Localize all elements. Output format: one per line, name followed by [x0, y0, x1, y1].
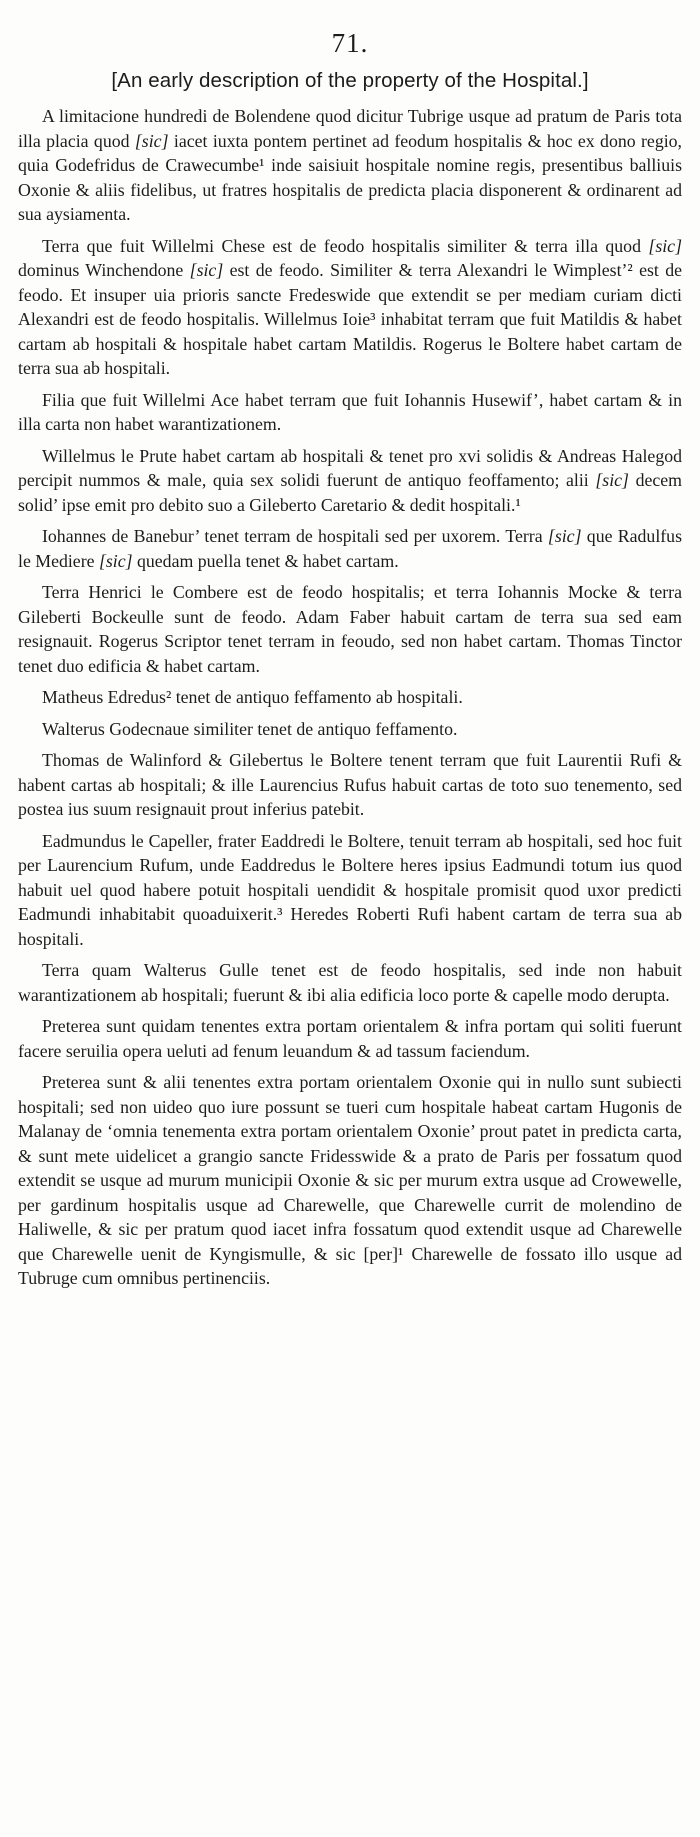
- paragraph: [18, 717, 682, 742]
- paragraph-text: Iohannes de Banebur’ tenet terram de hospitali sed per uxorem. Terra: [42, 526, 548, 546]
- paragraph-text: Terra que fuit Willelmi Chese est de feodo hospitalis similiter & terra illa quod: [42, 235, 649, 256]
- paragraph-text: Terra quam Walterus Gulle tenet est de feodo hospitalis, sed inde non habuit warantizationem ab hospitali; fuerunt & ibi alia edificia loco porte & capelle modo derupta.: [18, 960, 682, 1005]
- paragraph: [18, 958, 682, 1007]
- paragraph-text: decem solid’ ipse emit pro debito suo a Gileberto Caretario & dedit hospitali.¹: [18, 470, 682, 515]
- paragraph: [18, 1070, 682, 1291]
- sic-annotation: [sic]: [595, 470, 629, 490]
- paragraph-text: quedam puella tenet & habet cartam.: [132, 550, 399, 571]
- paragraph: [18, 234, 682, 381]
- paragraph: [18, 829, 682, 952]
- paragraph-text: Preterea sunt & alii tenentes extra portam orientalem Oxonie qui in nullo sunt subiecti hospitali; sed non uideo quo iure possunt se tueri cum hospitale habeat cartam Hugonis de Malanay de ‘omnia tenementa extra portam orientalem Oxonie’ prout patet in predicta carta, & sunt mete uidelicet a grangio sancte Fridesswide & a prato de Paris per fossatum quod extendit se usque ad murum municipii Oxonie & sic per murum extra usque ad Crowewelle, per gardinum hospitalis usque ad Charewelle, que Charewelle currit de molendino de Haliwelle, & sic per pratum quod iacet infra fossatum quod extendit usque ad Charewelle que Charewelle uenit de Kyngismulle, & sic [per]¹ Charewelle de fossato illo usque ad Tubruge cum omnibus pertinenciis.: [18, 1072, 682, 1288]
- sic-annotation: [sic]: [189, 260, 224, 280]
- paragraph: [18, 524, 682, 573]
- paragraph: [18, 1014, 682, 1063]
- paragraph-text: iacet iuxta pontem pertinet ad feodum hospitalis & hoc ex dono regio, quia Godefridus de Crawecumbe¹ inde saisiuit hospitale nomine regis, presentibus balliuis Oxonie & aliis fidelibus, ut fratres hospitalis de predicta placia disponerent & ordinarent ad sua aysiamenta.: [18, 130, 682, 224]
- paragraph-text: Eadmundus le Capeller, frater Eaddredi le Boltere, tenuit terram ab hospitali, sed hoc fuit per Laurencium Rufum, unde Eaddredus le Boltere heres ipsius Eadmundi totum ius quod habuit uel quod habere potuit hospitali uendidit & hospitale promisit quod uxor predicti Eadmundi inhabitabit quoaduixerit.³ Heredes Roberti Rufi habent cartam de terra sua ab hospitali.: [18, 830, 682, 949]
- paragraph-text: Terra Henrici le Combere est de feodo hospitalis; et terra Iohannis Mocke & terra Gileberti Bockeulle sunt de feodo. Adam Faber habuit cartam de terra sua sed eam resignauit. Rogerus Scriptor tenet terram in feoudo, sed non habet cartam. Thomas Tinctor tenet duo edificia & habet cartam.: [18, 582, 682, 676]
- sic-annotation: [sic]: [547, 526, 582, 546]
- paragraph: [18, 444, 682, 518]
- paragraph-text: que Radulfus le Mediere: [18, 526, 682, 571]
- paragraph-text: Matheus Edredus² tenet de antiquo feffamento ab hospitali.: [42, 687, 463, 707]
- paragraph-text: A limitacione hundredi de Bolendene quod dicitur Tubrige usque ad pratum de Paris tota illa placia quod: [18, 106, 682, 151]
- paragraph: [18, 580, 682, 678]
- sic-annotation: [sic]: [98, 550, 133, 571]
- paragraph: [18, 388, 682, 437]
- paragraph: [18, 748, 682, 822]
- document-body: [18, 104, 682, 1291]
- paragraph-text: Preterea sunt quidam tenentes extra portam orientalem & infra portam qui soliti fuerunt facere seruilia opera ueluti ad fenum leuandum & ad tassum faciendum.: [18, 1016, 682, 1061]
- paragraph-text: Filia que fuit Willelmi Ace habet terram que fuit Iohannis Husewif’, habet cartam & in illa carta non habet warantizationem.: [18, 389, 682, 434]
- sic-annotation: [sic]: [134, 130, 169, 151]
- paragraph: [18, 685, 682, 710]
- sic-annotation: [sic]: [648, 235, 682, 256]
- section-heading: [An early description of the property of the Hospital.]: [111, 69, 589, 92]
- paragraph-text: Thomas de Walinford & Gilebertus le Boltere tenent terram que fuit Laurentii Rufi & habent cartas ab hospitali; & ille Laurencius Rufus habuit cartas de toto suo tenemento, sed postea ius suum resignauit prout inferius patebit.: [18, 750, 682, 819]
- paragraph-text: Walterus Godecnaue similiter tenet de antiquo feffamento.: [42, 718, 458, 739]
- paragraph-text: Willelmus le Prute habet cartam ab hospitali & tenet pro xvi solidis & Andreas Halegod percipit nummos & male, quia sex solidi fuerunt de antiquo feoffamento; alii: [18, 445, 682, 490]
- paragraph-text: dominus Winchendone: [18, 260, 190, 280]
- page-number: 71.: [331, 28, 369, 58]
- paragraph-text: est de feodo. Similiter & terra Alexandri le Wimplest’² est de feodo. Et insuper uia prioris sancte Fredeswide que extendit se per mediam curiam dicti Alexandri est de feodo hospitalis. Willelmus Ioie³ inhabitat terram que fuit Matildis & habet cartam ab hospitali & hospitale habet cartam Matildis. Rogerus le Boltere habet cartam de terra sua ab hospitali.: [18, 260, 682, 378]
- paragraph: [18, 104, 682, 227]
